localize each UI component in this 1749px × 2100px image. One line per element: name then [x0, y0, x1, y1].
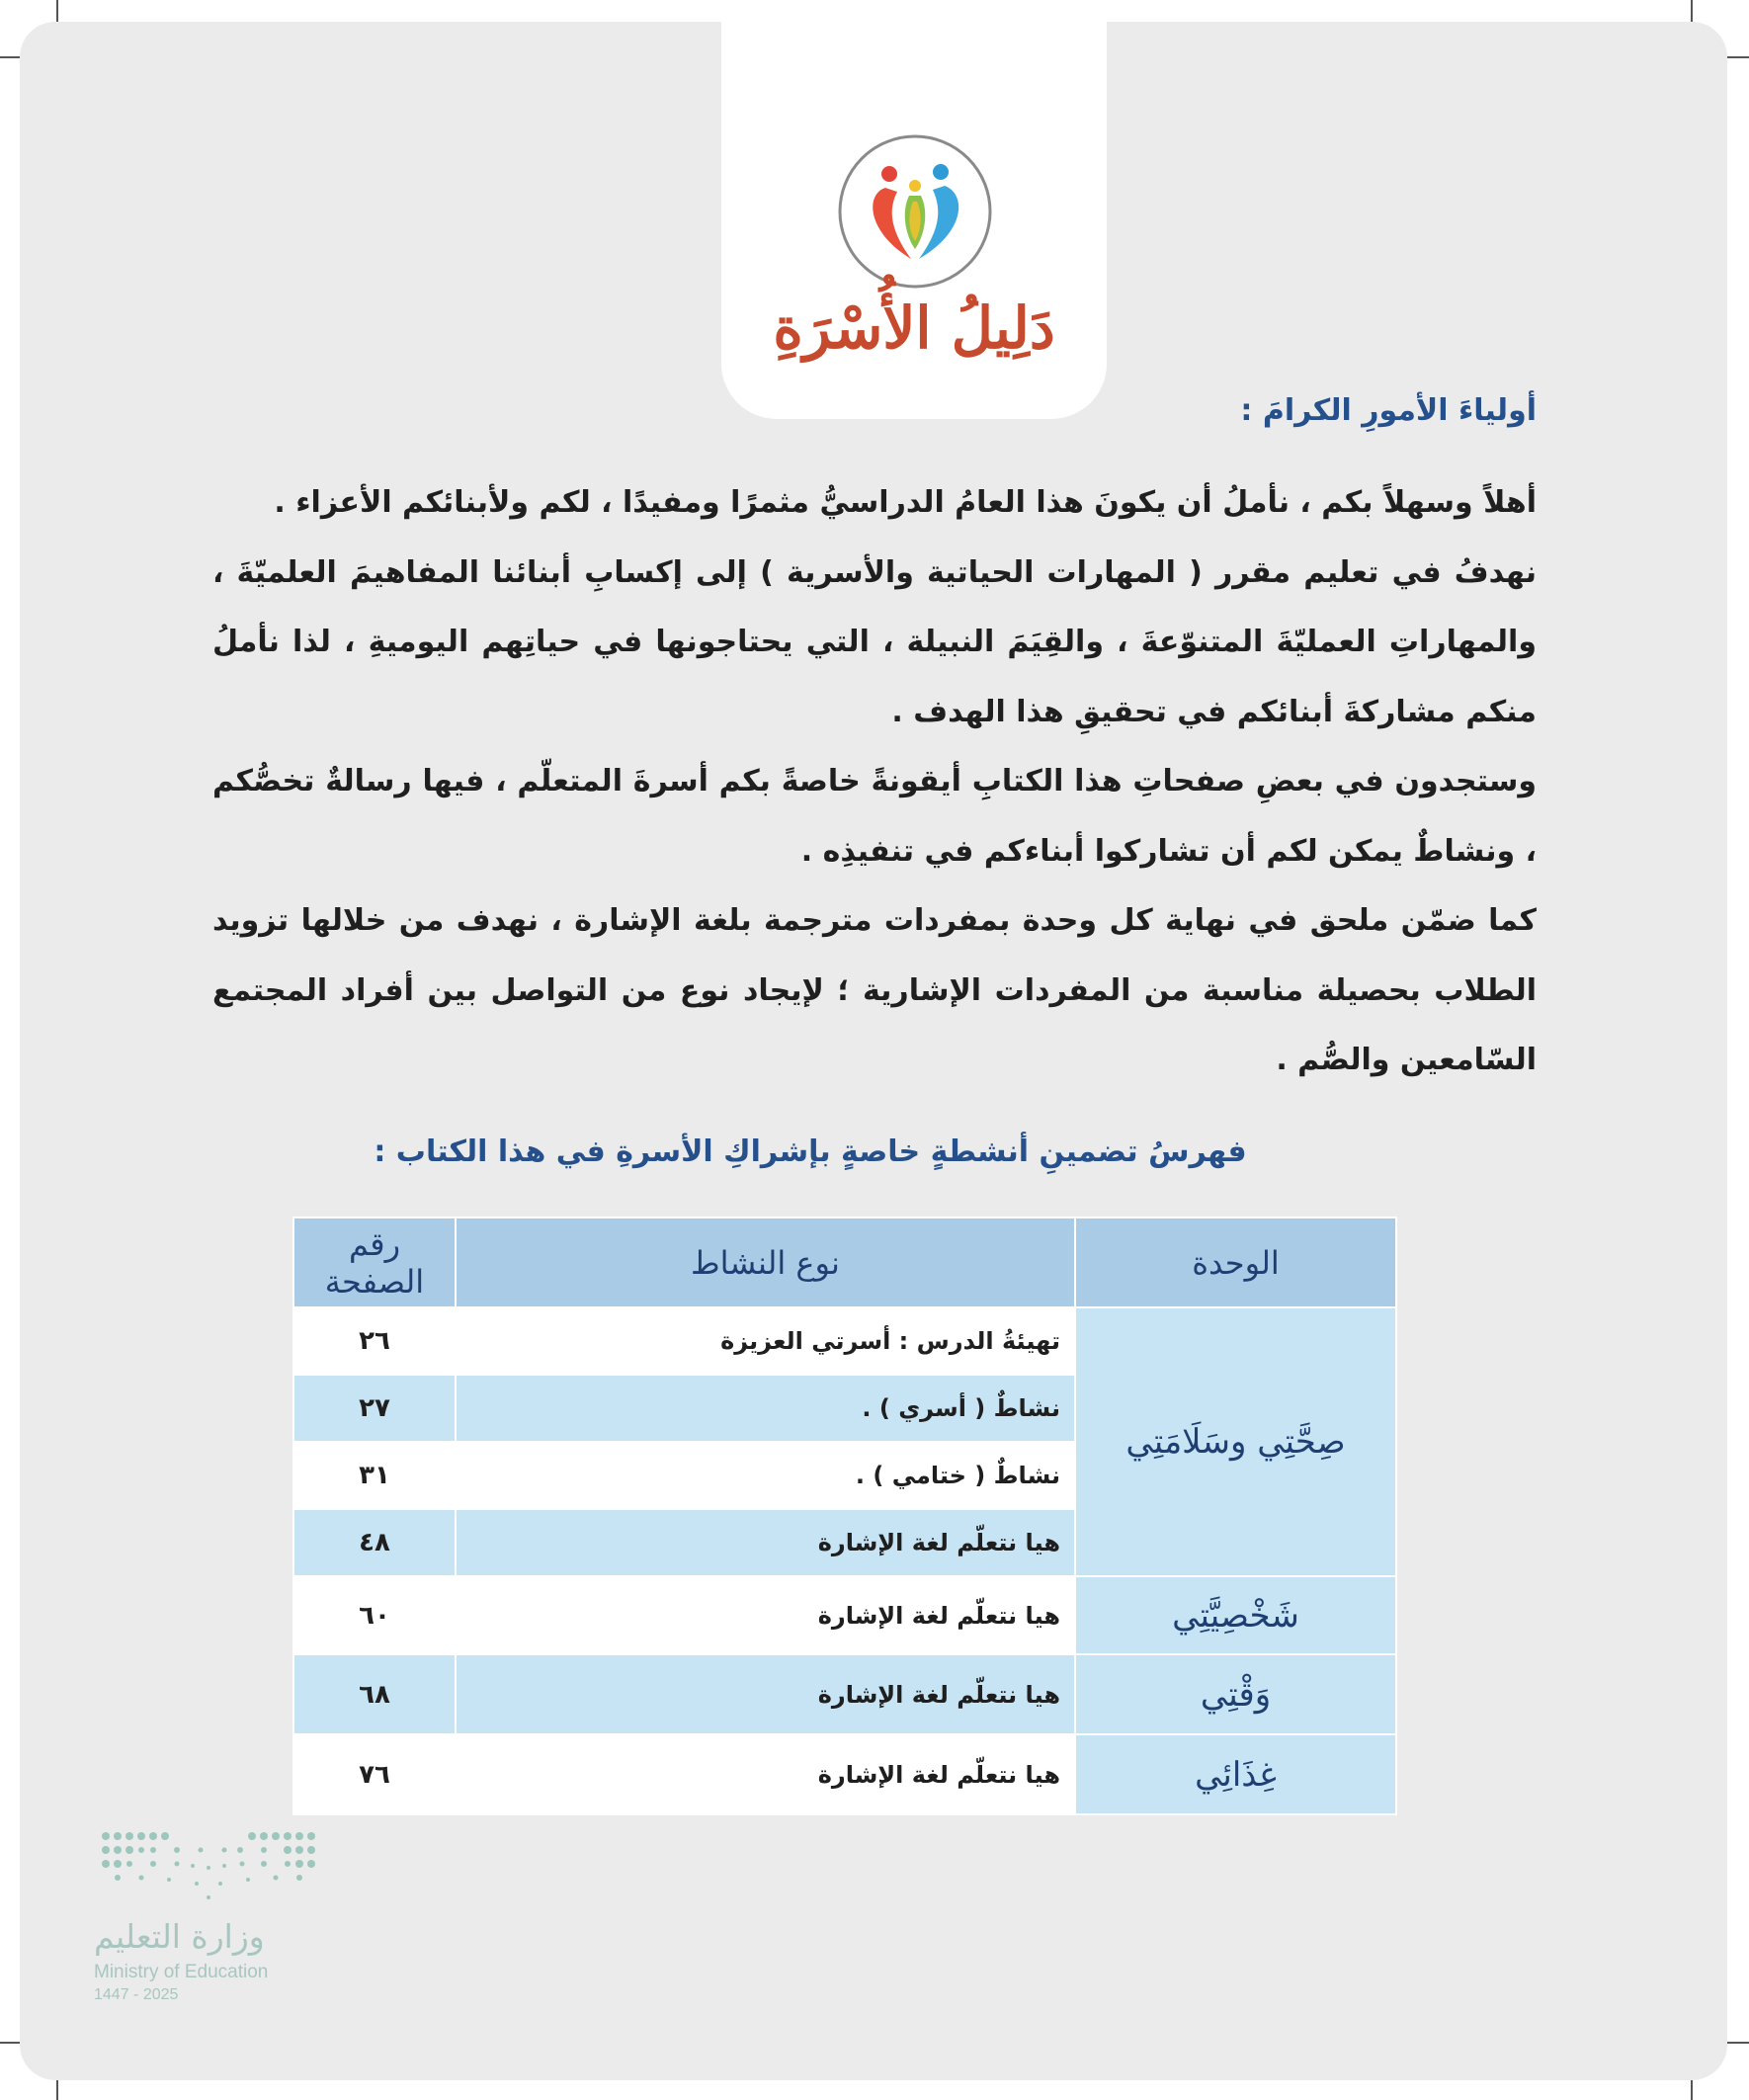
intro-paragraph: كما ضمّن ملحق في نهاية كل وحدة بمفردات مترجمة بلغة الإشارة ، نهدف من خلالها تزويد الطلاب بحصيلة مناسبة من المفردات الإشارية ؛ لإيجاد نوع من التواصل بين أفراد المجتمع السّامعين والصُّم . — [212, 903, 1537, 1077]
activity-cell: نشاطٌ ( ختامي ) . — [456, 1442, 1075, 1509]
activity-cell: هيا نتعلّم لغة الإشارة — [456, 1509, 1075, 1576]
table-row — [293, 1307, 1396, 1375]
index-heading: فهرسُ تضمينِ أنشطةٍ خاصةٍ بإشراكِ الأسرةِ في هذا الكتاب : — [374, 1134, 1247, 1169]
intro-text — [212, 468, 1537, 1096]
table-row — [293, 1654, 1396, 1734]
page-number-cell: ٦٨ — [293, 1654, 456, 1734]
page-number-cell: ٧٦ — [293, 1734, 456, 1814]
activity-cell: هيا نتعلّم لغة الإشارة — [456, 1576, 1075, 1654]
page-number-cell: ٤٨ — [293, 1509, 456, 1576]
ministry-name-ar: وزارة التعليم — [94, 1917, 265, 1956]
table-row — [293, 1576, 1396, 1654]
page-column-header: رقم الصفحة — [293, 1218, 456, 1307]
intro-paragraph: أهلاً وسهلاً بكم ، نأملُ أن يكونَ هذا العامُ الدراسيُّ مثمرًا ومفيدًا ، لكم ولأبنائكم الأعزاء . — [274, 485, 1537, 520]
unit-cell: شَخْصِيَّتِي — [1075, 1576, 1396, 1654]
activities-table — [292, 1217, 1397, 1815]
activity-cell: هيا نتعلّم لغة الإشارة — [456, 1654, 1075, 1734]
activity-column-header: نوع النشاط — [456, 1218, 1075, 1307]
greeting-heading: أولياءَ الأمورِ الكرامَ : — [1240, 393, 1537, 428]
ministry-dots-logo-icon — [94, 1824, 321, 1913]
activity-cell: نشاطٌ ( أسري ) . — [456, 1375, 1075, 1442]
unit-cell: وَقْتِي — [1075, 1654, 1396, 1734]
page-number-cell: ٣١ — [293, 1442, 456, 1509]
intro-paragraph: وستجدون في بعضِ صفحاتِ هذا الكتابِ أيقونةً خاصةً بكم أسرةَ المتعلّم ، فيها رسالةٌ تخصُّكم ، ونشاطٌ يمكن لكم أن تشاركوا أبناءكم في تنفيذِه . — [212, 764, 1537, 869]
activity-cell: هيا نتعلّم لغة الإشارة — [456, 1734, 1075, 1814]
ministry-name-en: Ministry of Education — [94, 1962, 269, 1982]
family-heart-icon — [836, 132, 994, 291]
page-number-cell: ٢٧ — [293, 1375, 456, 1442]
guide-title: دَلِيلُ الأُسْرَةِ — [773, 294, 1055, 362]
table-row — [293, 1734, 1396, 1814]
page-number-cell: ٦٠ — [293, 1576, 456, 1654]
intro-paragraph: نهدفُ في تعليم مقرر ( المهارات الحياتية والأسرية ) إلى إكسابِ أبنائنا المفاهيمَ العلميّةَ ، والمهاراتِ العمليّةَ المتنوّعةَ ، والقِيَمَ النبيلة ، التي يحتاجونها في حياتِهم اليوميةِ ، لذا نأملُ منكم مشاركةَ أبنائكم في تحقيقِ هذا الهدف . — [212, 554, 1537, 729]
ministry-year: 2025 - 1447 — [94, 1986, 179, 2003]
activity-cell: تهيئةُ الدرس : أسرتي العزيزة — [456, 1307, 1075, 1375]
unit-cell: صِحَّتِي وسَلَامَتِي — [1075, 1307, 1396, 1576]
unit-column-header: الوحدة — [1075, 1218, 1396, 1307]
unit-cell: غِذَائِي — [1075, 1734, 1396, 1814]
page-number-cell: ٢٦ — [293, 1307, 456, 1375]
